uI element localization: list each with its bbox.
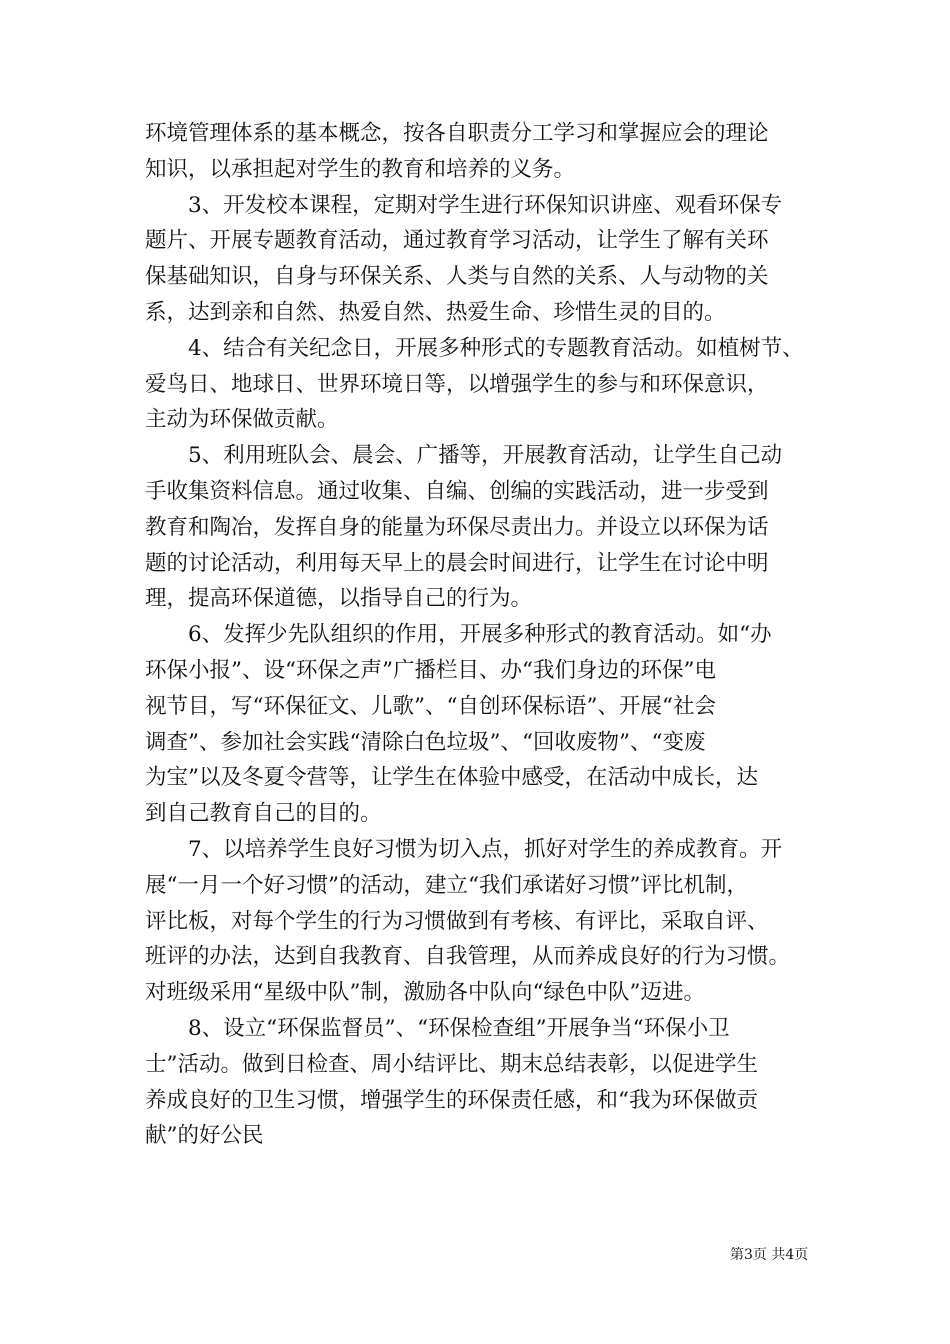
text-line: 主动为环保做贡献。 (145, 407, 339, 433)
text-line: 系，达到亲和自然、热爱自然、热爱生命、珍惜生灵的目的。 (145, 299, 726, 325)
text-line: 题片、开展专题教育活动，通过教育学习活动，让学生了解有关环 (145, 228, 769, 254)
text-line: 班评的办法，达到自我教育、自我管理，从而养成良好的行为习惯。 (145, 944, 791, 970)
text-line: 教育和陶冶，发挥自身的能量为环保尽责出力。并设立以环保为话 (145, 514, 769, 540)
text-line: 到自己教育自己的目的。 (145, 801, 382, 827)
text-line: 知识，以承担起对学生的教育和培养的义务。 (145, 156, 576, 182)
paragraph-first-line: 7、以培养学生良好习惯为切入点，抓好对学生的养成教育。开 (188, 836, 783, 862)
paragraph-first-line: 3、开发校本课程，定期对学生进行环保知识讲座、观看环保专 (188, 192, 783, 218)
text-line: 士”活动。做到日检查、周小结评比、期末总结表彰，以促进学生 (145, 1051, 758, 1077)
text-line: 题的讨论活动，利用每天早上的晨会时间进行，让学生在讨论中明 (145, 550, 769, 576)
text-line: 展“一月一个好习惯”的活动，建立“我们承诺好习惯”评比机制， (145, 872, 748, 898)
paragraph-first-line: 4、结合有关纪念日，开展多种形式的专题教育活动。如植树节、 (188, 335, 804, 361)
text-line: 调查”、参加社会实践“清除白色垃圾”、“回收废物”、“变废 (145, 729, 706, 755)
text-line: 保基础知识，自身与环保关系、人类与自然的关系、人与动物的关 (145, 264, 769, 290)
paragraph-first-line: 6、发挥少先队组织的作用，开展多种形式的教育活动。如“办 (188, 622, 772, 648)
text-line: 手收集资料信息。通过收集、自编、创编的实践活动，进一步受到 (145, 478, 769, 504)
document-body (145, 116, 813, 1154)
text-line: 理，提高环保道德，以指导自己的行为。 (145, 586, 533, 612)
page-number: 第3页 共4页 (730, 1247, 809, 1263)
text-line: 视节目，写“环保征文、儿歌”、“自创环保标语”、开展“社会 (145, 693, 716, 719)
text-line: 爱鸟日、地球日、世界环境日等，以增强学生的参与和环保意识， (145, 371, 769, 397)
text-line: 环保小报”、设“环保之声”广播栏目、办“我们身边的环保”电 (145, 657, 716, 683)
paragraph-first-line: 8、设立“环保监督员”、“环保检查组”开展争当“环保小卫 (188, 1015, 730, 1041)
text-line: 评比板，对每个学生的行为习惯做到有考核、有评比，采取自评、 (145, 908, 769, 934)
text-line: 对班级采用“星级中队”制，激励各中队向“绿色中队”迈进。 (145, 980, 705, 1006)
paragraph-first-line: 5、利用班队会、晨会、广播等，开展教育活动，让学生自己动 (188, 443, 783, 469)
text-line: 环境管理体系的基本概念，按各自职责分工学习和掌握应会的理论 (145, 121, 769, 146)
text-line: 为宝”以及冬夏令营等，让学生在体验中感受，在活动中成长，达 (145, 765, 758, 791)
text-line: 养成良好的卫生习惯，增强学生的环保责任感，和“我为环保做贡 (145, 1087, 758, 1113)
text-line: 献”的好公民 (145, 1123, 264, 1149)
